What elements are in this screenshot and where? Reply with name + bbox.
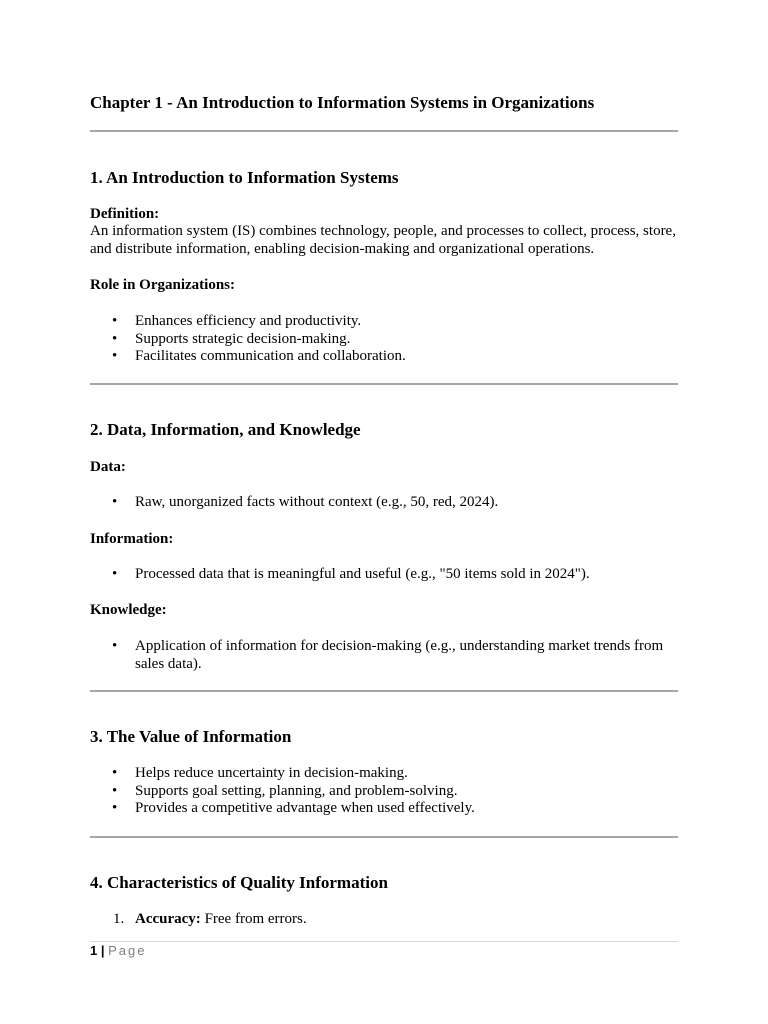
- page-separator: |: [100, 943, 105, 958]
- page-number: 1: [90, 943, 98, 958]
- list-item: 1. Accuracy: Free from errors.: [113, 911, 307, 927]
- data-list: [90, 494, 678, 512]
- definition-label: Definition:: [90, 206, 160, 222]
- value-list: [90, 765, 678, 818]
- list-item: • Helps reduce uncertainty in decision-making.: [112, 765, 408, 781]
- quality-list: [90, 911, 678, 929]
- chapter-title: Chapter 1 - An Introduction to Information Systems in Organizations: [90, 93, 595, 112]
- page-footer: [90, 943, 147, 958]
- section-divider: [90, 690, 678, 692]
- bullet-icon: •: [112, 638, 118, 654]
- list-item: • Processed data that is meaningful and useful (e.g., "50 items sold in 2024").: [112, 566, 590, 582]
- list-item: • Raw, unorganized facts without context (e.g., 50, red, 2024).: [112, 494, 499, 510]
- section-divider: [90, 383, 678, 385]
- bullet-icon: •: [112, 330, 118, 347]
- bullet-icon: •: [112, 800, 118, 816]
- term: Accuracy:: [135, 911, 201, 927]
- footer-divider: [90, 941, 678, 942]
- information-list: [90, 566, 678, 584]
- list-item: • Facilitates communication and collaboration.: [112, 348, 406, 364]
- section-3-title: 3. The Value of Information: [90, 727, 292, 746]
- list-item: • Enhances efficiency and productivity.: [112, 313, 362, 329]
- role-label: Role in Organizations:: [90, 277, 235, 293]
- list-item: • Supports goal setting, planning, and problem-solving.: [112, 782, 458, 799]
- data-label: Data:: [90, 459, 126, 475]
- page-word: Page: [108, 943, 147, 958]
- section-divider: [90, 836, 678, 838]
- section-divider: [90, 130, 678, 132]
- list-item: • Provides a competitive advantage when used effectively.: [112, 800, 475, 816]
- knowledge-label: Knowledge:: [90, 602, 167, 618]
- section-1-title: 1. An Introduction to Information Systems: [90, 168, 399, 187]
- section-2-title: 2. Data, Information, and Knowledge: [90, 420, 361, 439]
- bullet-icon: •: [112, 494, 118, 510]
- role-list: [90, 313, 678, 366]
- knowledge-list: [90, 638, 678, 673]
- section-4-title: 4. Characteristics of Quality Information: [90, 873, 388, 892]
- bullet-icon: •: [112, 313, 118, 329]
- bullet-icon: •: [112, 348, 118, 364]
- information-label: Information:: [90, 531, 174, 547]
- bullet-icon: •: [112, 765, 118, 781]
- bullet-icon: •: [112, 566, 118, 582]
- list-item: • Application of information for decision-making (e.g., understanding market trends from sales data).: [112, 638, 664, 672]
- definition-text: An information system (IS) combines technology, people, and processes to collect, process, store, and distribute information, enabling decision-making and organizational operations.: [90, 223, 676, 257]
- list-item: • Supports strategic decision-making.: [112, 330, 351, 347]
- bullet-icon: •: [112, 782, 118, 799]
